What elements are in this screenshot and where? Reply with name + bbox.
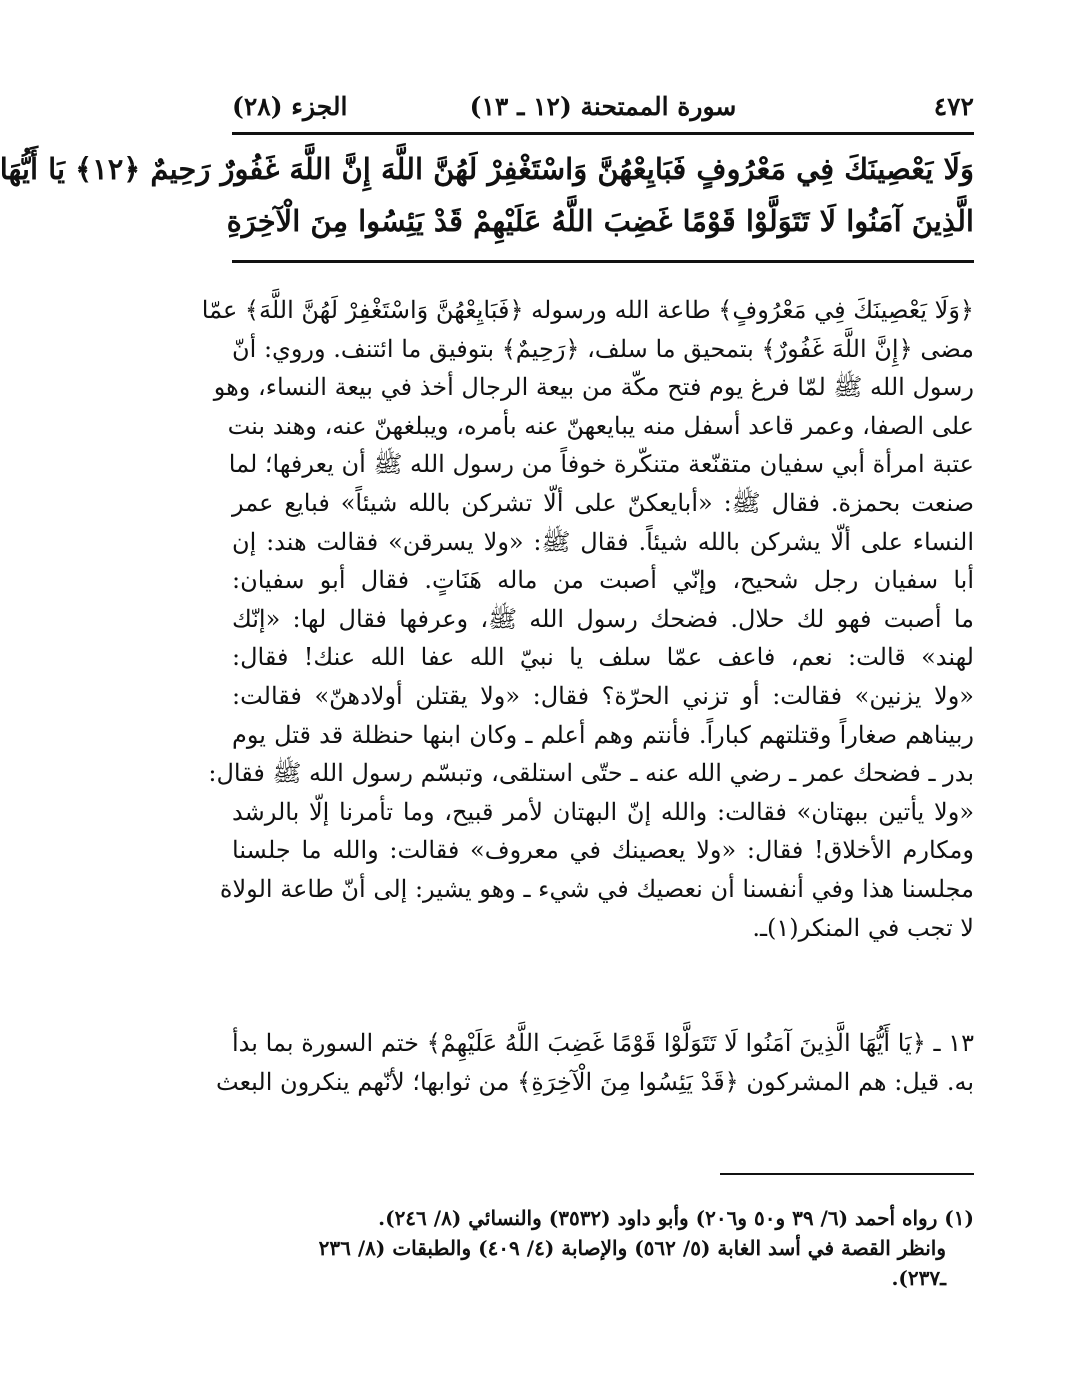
commentary-line: أبا سفيان رجل شحيح، وإنّي أصبت من ماله هَنَاتٍ. فقال أبو سفيان: [232, 566, 974, 595]
commentary-line: صنعت بحمزة. فقال ﷺ: «أبايعكنّ على ألّا تشركن بالله شيئاً» فبايع عمر [232, 488, 974, 517]
commentary-line: لا تجب في المنكر(١)ـ. [752, 913, 974, 942]
commentary-line: «ولا يأتين ببهتان» فقالت: والله إنّ البهتان لأمر قبيح، وما تأمرنا إلّا بالرشد [232, 797, 974, 826]
commentary-line: ﴿وَلَا يَعْصِينَكَ فِي مَعْرُوفٍ﴾ طاعة الله ورسوله ﴿فَبَايِعْهُنَّ وَاسْتَغْفِرْ لَهُنَّ اللَّهَ﴾ عمّا [201, 296, 974, 324]
commentary-line: مجلسنا هذا وفي أنفسنا أن نعصيك في شيء ـ وهو يشير: إلى أنّ طاعة الولاة [219, 874, 974, 903]
commentary-line: به. قيل: هم المشركون ﴿قَدْ يَئِسُوا مِنَ الْآخِرَةِ﴾ من ثوابها؛ لأنّهم ينكرون البعث [216, 1067, 974, 1096]
commentary-paragraph-2 [216, 1024, 974, 1101]
footnotes [232, 1203, 974, 1293]
commentary-line: عتبة امرأة أبي سفيان متقنّعة متنكّرة خوفاً من رسول الله ﷺ أن يعرفها؛ لما [228, 450, 974, 479]
commentary-line: النساء على ألّا يشركن بالله شيئاً. فقال ﷺ: «ولا يسرقن» فقالت هند: إن [232, 527, 974, 556]
commentary-line: على الصفا، وعمر قاعد أسفل منه يبايعهنّ عنه بأمره، ويبلغهنّ عنه، وهند بنت [227, 411, 974, 440]
quran-divider [232, 260, 974, 263]
footnote-line: ـ٢٣٧). [891, 1266, 946, 1290]
commentary-line: ومكارم الأخلاق! فقال: «ولا يعصينك في معروف» فقالت: والله ما جلسنا [232, 836, 974, 865]
header-divider [232, 132, 974, 135]
footnote-divider [720, 1173, 974, 1175]
commentary-line: ربيناهم صغاراً وقتلتهم كباراً. فأنتم وهم أعلم ـ وكان ابنها حنظلة قد قتل يوم [232, 720, 974, 749]
footnote-line: (١) رواه أحمد (٦/ ٣٩ و٥٠ و٢٠٦) وأبو داود (٣٥٣٢) والنسائي (٨/ ٢٤٦). [378, 1206, 974, 1230]
commentary-line: ما أصبت فهو لك حلال. فضحك رسول الله ﷺ، وعرفها فقال لها: «إنّك [232, 604, 974, 633]
commentary-line: ١٣ ـ ﴿يَا أَيُّهَا الَّذِينَ آمَنُوا لَا تَتَوَلَّوْا قَوْمًا غَضِبَ اللَّهُ عَلَيْهِمْ﴾ ختم السورة بما بدأ [232, 1029, 974, 1057]
footnote-line: وانظر القصة في أسد الغابة (٥/ ٥٦٢) والإصابة (٤/ ٤٠٩) والطبقات (٨/ ٢٣٦ [318, 1236, 946, 1260]
commentary-line: «ولا يزنين» فقالت: أو تزني الحرّة؟ فقال: «ولا يقتلن أولادهنّ» فقالت: [232, 681, 974, 710]
page-number: ٤٧٢ [933, 92, 974, 121]
quran-line: الَّذِينَ آمَنُوا لَا تَتَوَلَّوْا قَوْمًا غَضِبَ اللَّهُ عَلَيْهِمْ قَدْ يَئِسُوا مِنَ الْآخِرَةِ [226, 204, 974, 238]
commentary-line: مضى ﴿إِنَّ اللَّهَ غَفُورٌ﴾ بتمحيق ما سلف، ﴿رَحِيمٌ﴾ بتوفيق ما ائتنف. وروي: أنّ [232, 334, 974, 363]
commentary-line: لهند» قالت: نعم، فاعف عمّا سلف يا نبيّ الله عفا الله عنك! فقال: [232, 643, 974, 672]
surah-title: سورة الممتحنة (١٢ ـ ١٣) [469, 92, 737, 121]
juz-label: الجزء (٢٨) [232, 92, 348, 121]
quran-line: وَلَا يَعْصِينَكَ فِي مَعْرُوفٍ فَبَايِعْهُنَّ وَاسْتَغْفِرْ لَهُنَّ اللَّهَ إِنَّ اللَّهَ غَفُورٌ رَحِيمٌ ﴿١٢﴾ يَا أَيُّهَا [0, 152, 974, 186]
commentary-paragraph-1 [201, 291, 974, 947]
quran-verse-block [0, 143, 974, 247]
commentary-line: بدر ـ فضحك عمر ـ رضي الله عنه ـ حتّى استلقى، وتبسّم رسول الله ﷺ فقال: [208, 759, 974, 788]
page-header [232, 92, 974, 122]
commentary-line: رسول الله ﷺ لمّا فرغ يوم فتح مكّة من بيعة الرجال أخذ في بيعة النساء، وهو [213, 373, 974, 402]
